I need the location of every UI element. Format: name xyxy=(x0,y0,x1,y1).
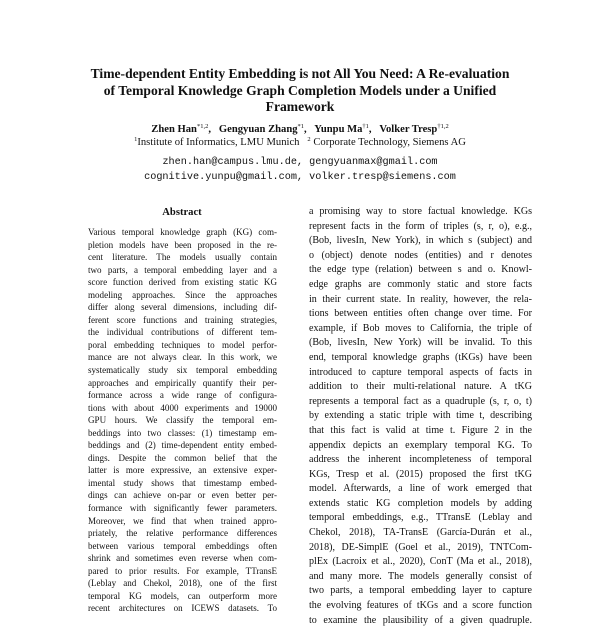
text-line: (Bob, livesIn, New York) will be invalid. To this xyxy=(309,337,532,349)
text-line: end, temporal knowledge graphs (tKGs) have been xyxy=(309,351,532,363)
email-line: zhen.han@campus.lmu.de, gengyuanmax@gmail.com xyxy=(162,157,438,168)
text-line: (Leblay and Chekol, 2018), one of the first xyxy=(88,578,277,589)
text-line: that this fact is valid at time t. Figure 2 in the xyxy=(309,424,532,436)
text-line: by extending a static triple with time t, describing xyxy=(309,410,532,422)
affiliations xyxy=(40,136,560,149)
text-line: and many more. The models generally consist of xyxy=(309,570,532,582)
text-line: edge graphs are commonly static and store facts xyxy=(309,278,532,290)
text-line: two parts, a temporal embedding layer to capture xyxy=(309,585,532,597)
text-line: in their current state. In reality, however, the rela- xyxy=(309,293,532,305)
text-line: between various temporal embeddings often xyxy=(88,540,277,551)
text-line: model. Afterwards, a line of work emerged that xyxy=(309,483,532,495)
text-line: score function derived from existing static KG xyxy=(88,277,277,288)
text-line: GPU hours. We classify the temporal em- xyxy=(88,415,277,426)
text-line: Various temporal knowledge graph (KG) com- xyxy=(88,227,277,237)
text-line: formance across a wide range of configura- xyxy=(88,390,277,401)
author-marker: †1 xyxy=(362,123,369,130)
author-name: Gengyuan Zhang xyxy=(218,124,298,135)
text-line: KGs, Tresp et al. (2015) proposed the first tKG xyxy=(309,468,532,480)
text-line: plEx (Lacroix et al., 2020), ConT (Ma et al., 2018), xyxy=(309,556,532,568)
text-line: a promising way to store factual knowledge. KGs xyxy=(309,206,532,217)
text-line: poral embedding techniques to model perfor- xyxy=(88,339,277,350)
text-line: beddings and (2) time-dependent entity embed- xyxy=(88,440,277,451)
text-line: differ along several dimensions, including dif- xyxy=(88,302,277,313)
text-line: temporal embeddings, e.g., TTransE (Leblay and xyxy=(309,512,532,524)
text-line: addition to their multi-relational nature. A tKG xyxy=(309,381,532,393)
text-line: pared to prior results. For example, TTransE xyxy=(88,565,277,576)
title-line: Framework xyxy=(265,99,335,114)
text-line: represents a temporal fact as a quadruple (s, r, o, t) xyxy=(309,395,532,407)
paper-title xyxy=(60,66,540,116)
title-line: of Temporal Knowledge Graph Completion Models under a Unified xyxy=(103,82,497,98)
author-marker: *1,2 xyxy=(196,123,209,130)
title-line: Time-dependent Entity Embedding is not All You Need: A Re-evaluation xyxy=(90,66,510,81)
text-line: priately, the relative performance differences xyxy=(88,528,277,539)
text-line: recent architectures on ICEWS datasets. To xyxy=(88,603,277,614)
author-name: Yunpu Ma xyxy=(314,124,363,135)
text-line: the individual contributions of different tem- xyxy=(88,327,277,338)
text-line: tions with about 4000 experiments and 19000 xyxy=(88,402,277,413)
text-line: dings can achieve on-par or even better per- xyxy=(88,490,277,501)
affiliation: Institute of Informatics, LMU Munich xyxy=(137,137,300,148)
text-line: systematically study six temporal embedding xyxy=(88,365,277,376)
text-line: dings. Despite the common belief that the xyxy=(88,452,277,463)
text-line: example, if Bob moves to California, the triple of xyxy=(309,322,532,334)
text-line: tions between entities often change over time. For xyxy=(309,308,532,320)
text-line: introduced to capture temporal aspects of facts in xyxy=(309,366,532,378)
text-line: Chekol, 2018), TA-TransE (García-Durán et al., xyxy=(309,527,532,539)
text-line: beddings into two classes: (1) timestamp em- xyxy=(88,427,277,438)
affiliation-marker: 2 xyxy=(307,136,311,143)
text-line: ferent score functions and training strategies, xyxy=(88,314,277,325)
text-line: approaches and empirically quantify their per- xyxy=(88,377,277,388)
text-line: modeling approaches. Since the approaches xyxy=(88,289,277,300)
email-line: cognitive.yunpu@gmail.com, volker.tresp@siemens.com xyxy=(144,172,456,183)
text-line: latter is more expressive, an extensive exper- xyxy=(88,465,277,476)
text-line: o (object) denote nodes (entities) and r denotes xyxy=(309,249,532,261)
text-line: address the inherent incompleteness of temporal xyxy=(309,454,532,466)
abstract-heading: Abstract xyxy=(162,207,202,218)
text-line: pletion models have been proposed in the re- xyxy=(88,239,277,250)
text-line: Moreover, we find that when trained appro- xyxy=(88,515,277,526)
text-line: extends static KG completion models by adding xyxy=(309,497,532,509)
author-name: Volker Tresp xyxy=(379,124,438,135)
text-line: (Bob, livesIn, New York), in which s (subject) and xyxy=(309,235,532,247)
text-line: appendix depicts an exemplary temporal KG. To xyxy=(309,439,532,451)
text-line: shrink and sometimes even reverse when com- xyxy=(88,553,277,564)
author-marker: *1 xyxy=(297,123,305,130)
abstract-text xyxy=(88,226,277,615)
text-line: mance are not always clear. In this work, we xyxy=(88,352,277,363)
text-line: temporal KG models, can outperform more xyxy=(88,590,277,601)
author-block xyxy=(40,123,560,149)
affiliation-marker: 1 xyxy=(134,136,138,143)
text-line: two parts, a temporal embedding layer and a xyxy=(88,264,277,275)
author-marker: †1,2 xyxy=(437,123,449,130)
text-line: cent literature. The models usually contain xyxy=(88,252,277,263)
text-line: the edge type (relation) between s and o. Knowl- xyxy=(309,264,532,276)
affiliation: Corporate Technology, Siemens AG xyxy=(313,137,466,148)
author-names: Zhen Han$^{*1,2}$, Gengyuan Zhang$^{*1}$, Yunpu Ma$^{\dagger 1}$, Volker Tresp$^{\dagger 1,2}$ xyxy=(151,123,449,135)
text-line: the evolving features of tKGs and a score function xyxy=(309,600,532,612)
text-line: represent facts in the form of triples (s, r, o), e.g., xyxy=(309,220,532,232)
text-line: imental study shows that timestamp embed- xyxy=(88,477,277,488)
text-line: 2018), DE-SimplE (Goel et al., 2019), TNTCom- xyxy=(309,541,532,553)
text-line: formance with significantly fewer parameters. xyxy=(88,503,277,514)
author-name: Zhen Han xyxy=(151,124,197,135)
body-text xyxy=(309,205,532,628)
text-line: to examine the plausibility of a given quadruple. xyxy=(309,614,532,626)
email-block xyxy=(40,155,560,185)
